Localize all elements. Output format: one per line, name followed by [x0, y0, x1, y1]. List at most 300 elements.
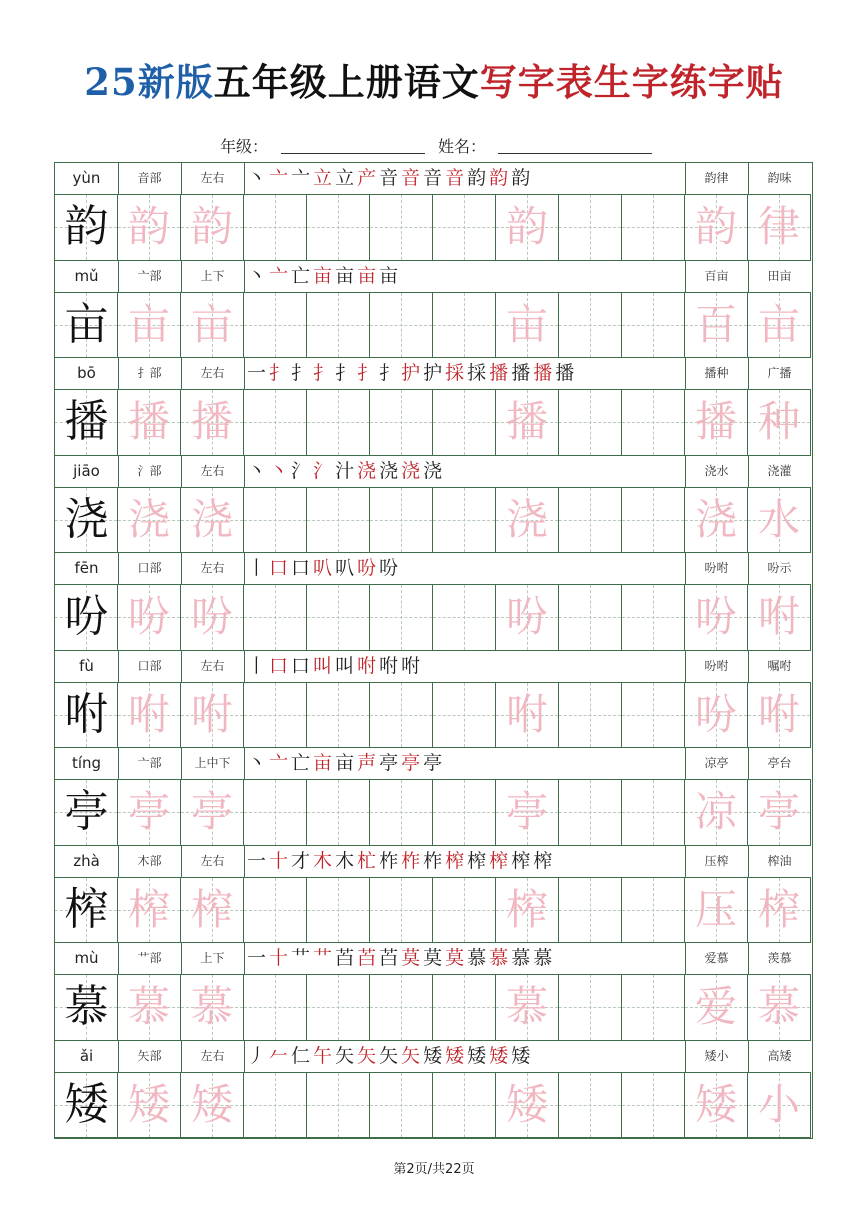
tian-grid-cell[interactable] [307, 878, 370, 943]
tian-grid-cell[interactable] [496, 975, 559, 1040]
stroke-step: 口 [269, 557, 292, 579]
column-divider [748, 846, 749, 877]
tian-grid-cell[interactable] [433, 293, 496, 358]
radical: 艹部 [137, 951, 162, 965]
info-row [55, 846, 811, 878]
stroke-step: 音 [401, 167, 424, 189]
tian-grid-cell[interactable] [748, 1073, 811, 1138]
tian-grid-cell[interactable] [370, 878, 433, 943]
column-divider [244, 1041, 245, 1072]
stroke-step: 丨 [247, 654, 270, 677]
tian-grid-cell[interactable] [559, 878, 622, 943]
tian-grid-cell[interactable] [370, 488, 433, 553]
structure: 左右 [200, 853, 225, 868]
tian-grid-cell[interactable] [244, 975, 307, 1040]
word-2: 韵味 [767, 171, 792, 185]
tian-grid-cell[interactable] [181, 683, 244, 748]
tian-grid-cell[interactable] [307, 585, 370, 650]
stroke-step: 浇 [401, 459, 424, 482]
trace-char: 咐 [190, 689, 233, 739]
stroke-step: 亡 [291, 264, 314, 287]
tian-grid-cell[interactable] [55, 488, 118, 553]
tian-grid-cell[interactable] [559, 683, 622, 748]
stroke-step: 扌 [313, 362, 336, 384]
tian-grid-cell[interactable] [685, 1073, 748, 1138]
word-trace-char: 律 [757, 202, 800, 251]
column-divider [748, 553, 749, 584]
tian-grid-cell[interactable] [433, 585, 496, 650]
page-title [0, 52, 868, 106]
tian-grid-cell[interactable] [307, 1073, 370, 1138]
writing-row [55, 195, 811, 261]
tian-grid-cell[interactable] [433, 195, 496, 260]
word-trace-char: 亩 [757, 299, 800, 349]
writing-row [55, 975, 811, 1041]
tian-grid-cell[interactable] [307, 780, 370, 845]
word-2: 吩示 [767, 561, 792, 575]
page-number: 第2页/共22页 [393, 1162, 475, 1177]
tian-grid-cell[interactable] [181, 488, 244, 553]
stroke-order [247, 261, 685, 292]
stroke-step: 採 [445, 362, 468, 384]
word-trace-char: 亭 [757, 787, 800, 836]
tian-grid-cell[interactable] [496, 878, 559, 943]
word-trace-char: 爱 [694, 982, 737, 1031]
stroke-step: 护 [401, 362, 424, 384]
radical: 亠部 [137, 756, 162, 770]
stroke-step: 矢 [335, 1044, 358, 1067]
tian-grid-cell[interactable] [370, 683, 433, 748]
trace-char: 吩 [505, 592, 548, 641]
radical: 音部 [137, 171, 162, 185]
character-block [55, 943, 811, 1041]
tian-grid-cell[interactable] [307, 683, 370, 748]
trace-char: 吩 [127, 592, 170, 641]
stroke-step: 扌 [291, 362, 314, 384]
stroke-step: 榨 [445, 849, 468, 872]
tian-grid-cell[interactable] [118, 975, 181, 1040]
tian-grid-cell[interactable] [118, 585, 181, 650]
grade-field[interactable] [281, 153, 425, 154]
stroke-step: 矮 [489, 1044, 512, 1067]
stroke-step: 矮 [445, 1044, 468, 1067]
word-2: 广播 [767, 366, 792, 380]
stroke-step: 浇 [357, 459, 380, 482]
stroke-step: 𠂉 [269, 1044, 292, 1067]
stroke-order [247, 846, 685, 877]
column-divider [685, 846, 686, 877]
tian-grid-cell[interactable] [433, 390, 496, 455]
tian-grid-cell[interactable] [55, 390, 118, 455]
tian-grid-cell[interactable] [748, 195, 811, 260]
tian-grid-cell[interactable] [244, 488, 307, 553]
tian-grid-cell[interactable] [496, 585, 559, 650]
tian-grid-cell[interactable] [307, 195, 370, 260]
stroke-step: 矮 [467, 1044, 490, 1067]
column-divider [244, 163, 245, 194]
tian-grid-cell[interactable] [622, 195, 685, 260]
model-char: 慕 [64, 981, 109, 1032]
column-divider [244, 553, 245, 584]
word-trace-char: 水 [757, 494, 800, 544]
stroke-step: 丶 [247, 167, 270, 189]
stroke-step: 矢 [357, 1044, 380, 1067]
structure: 左右 [200, 561, 225, 575]
stroke-step: 榨 [511, 849, 534, 872]
tian-grid-cell[interactable] [685, 683, 748, 748]
tian-grid-cell[interactable] [496, 195, 559, 260]
word-trace-char: 播 [694, 397, 737, 446]
tian-grid-cell[interactable] [55, 878, 118, 943]
stroke-step: 矢 [379, 1044, 402, 1067]
tian-grid-cell[interactable] [748, 293, 811, 358]
stroke-step: 榨 [489, 849, 512, 872]
stroke-step: 亠 [269, 167, 292, 189]
column-divider [118, 748, 119, 779]
model-char: 咐 [64, 688, 109, 740]
column-divider [748, 358, 749, 389]
character-block [55, 748, 811, 846]
character-block [55, 163, 811, 261]
tian-grid-cell[interactable] [307, 975, 370, 1040]
trace-char: 矮 [127, 1079, 170, 1129]
tian-grid-cell[interactable] [244, 195, 307, 260]
tian-grid-cell[interactable] [685, 390, 748, 455]
tian-grid-cell[interactable] [370, 585, 433, 650]
tian-grid-cell[interactable] [55, 975, 118, 1040]
word-trace-char: 浇 [694, 494, 737, 544]
stroke-order [247, 748, 685, 779]
stroke-step: 口 [291, 654, 314, 677]
word-2: 亭台 [767, 756, 792, 770]
stroke-step: 亩 [313, 752, 336, 774]
trace-char: 咐 [127, 689, 170, 739]
trace-char: 榨 [190, 884, 233, 934]
trace-char: 亭 [505, 787, 548, 836]
info-row [55, 943, 811, 975]
tian-grid-cell[interactable] [622, 293, 685, 358]
stroke-step: 亭 [379, 752, 402, 774]
tian-grid-cell[interactable] [118, 780, 181, 845]
trace-char: 榨 [127, 884, 170, 934]
stroke-order [247, 456, 685, 487]
tian-grid-cell[interactable] [622, 1073, 685, 1138]
tian-grid-cell[interactable] [55, 1073, 118, 1138]
word-trace-char: 吩 [694, 592, 737, 641]
tian-grid-cell[interactable] [748, 390, 811, 455]
stroke-step: 一 [247, 947, 270, 969]
word-2: 田亩 [767, 268, 792, 283]
word-1: 爱慕 [704, 951, 729, 965]
trace-char: 播 [127, 397, 170, 446]
tian-grid-cell[interactable] [433, 1073, 496, 1138]
column-divider [118, 163, 119, 194]
tian-grid-cell[interactable] [244, 780, 307, 845]
tian-grid-cell[interactable] [433, 780, 496, 845]
tian-grid-cell[interactable] [181, 975, 244, 1040]
tian-grid-cell[interactable] [370, 293, 433, 358]
tian-grid-cell[interactable] [622, 390, 685, 455]
column-divider [685, 651, 686, 682]
tian-grid-cell[interactable] [55, 293, 118, 358]
column-divider [118, 1041, 119, 1072]
tian-grid-cell[interactable] [118, 293, 181, 358]
tian-grid-cell[interactable] [622, 683, 685, 748]
tian-grid-cell[interactable] [307, 390, 370, 455]
tian-grid-cell[interactable] [496, 488, 559, 553]
stroke-step: 慕 [533, 947, 556, 969]
word-1: 压榨 [704, 853, 729, 868]
word-trace-char: 榨 [757, 884, 800, 934]
tian-grid-cell[interactable] [559, 390, 622, 455]
stroke-step: 浇 [379, 459, 402, 482]
tian-grid-cell[interactable] [748, 585, 811, 650]
writing-row [55, 780, 811, 846]
stroke-order [247, 553, 685, 584]
column-divider [685, 748, 686, 779]
word-trace-char: 百 [694, 299, 737, 349]
tian-grid-cell[interactable] [181, 390, 244, 455]
stroke-step: 咐 [357, 654, 380, 677]
stroke-step: 丨 [247, 557, 270, 579]
tian-grid-cell[interactable] [685, 293, 748, 358]
radical: 木部 [137, 853, 162, 868]
trace-char: 咐 [505, 689, 548, 739]
word-1: 吩咐 [704, 561, 729, 575]
tian-grid-cell[interactable] [496, 780, 559, 845]
column-divider [748, 456, 749, 487]
stroke-step: 矮 [511, 1044, 534, 1067]
writing-row [55, 585, 811, 651]
pinyin: bō [77, 364, 96, 382]
tian-grid-cell[interactable] [370, 975, 433, 1040]
tian-grid-cell[interactable] [181, 878, 244, 943]
column-divider [244, 358, 245, 389]
stroke-step: 咐 [401, 654, 424, 677]
tian-grid-cell[interactable] [181, 780, 244, 845]
stroke-step: 亭 [401, 752, 424, 774]
structure: 上下 [200, 951, 225, 965]
tian-grid-cell[interactable] [559, 585, 622, 650]
tian-grid-cell[interactable] [622, 878, 685, 943]
model-char: 亩 [64, 298, 109, 350]
stroke-step: 叫 [335, 654, 358, 677]
character-block [55, 553, 811, 651]
trace-char: 韵 [505, 202, 548, 251]
stroke-step: 扌 [335, 362, 358, 384]
radical: 口部 [137, 658, 162, 673]
stroke-step: 播 [489, 362, 512, 384]
tian-grid-cell[interactable] [244, 1073, 307, 1138]
word-trace-char: 韵 [694, 202, 737, 251]
tian-grid-cell[interactable] [244, 878, 307, 943]
column-divider [181, 846, 182, 877]
column-divider [748, 163, 749, 194]
stroke-step: 音 [379, 167, 402, 189]
tian-grid-cell[interactable] [244, 683, 307, 748]
tian-grid-cell[interactable] [181, 293, 244, 358]
model-char: 浇 [64, 493, 109, 545]
tian-grid-cell[interactable] [622, 975, 685, 1040]
tian-grid-cell[interactable] [433, 488, 496, 553]
tian-grid-cell[interactable] [181, 1073, 244, 1138]
tian-grid-cell[interactable] [118, 1073, 181, 1138]
tian-grid-cell[interactable] [55, 780, 118, 845]
writing-row [55, 488, 811, 554]
tian-grid-cell[interactable] [622, 585, 685, 650]
trace-char: 慕 [505, 982, 548, 1031]
tian-grid-cell[interactable] [370, 1073, 433, 1138]
tian-grid-cell[interactable] [118, 878, 181, 943]
tian-grid-cell[interactable] [685, 488, 748, 553]
tian-grid-cell[interactable] [244, 390, 307, 455]
tian-grid-cell[interactable] [559, 780, 622, 845]
tian-grid-cell[interactable] [370, 780, 433, 845]
tian-grid-cell[interactable] [685, 585, 748, 650]
stroke-step: 木 [313, 849, 336, 872]
word-1: 凉亭 [704, 756, 729, 770]
tian-grid-cell[interactable] [622, 488, 685, 553]
word-trace-char: 小 [757, 1079, 800, 1129]
stroke-step: 採 [467, 362, 490, 384]
pinyin: mù [74, 949, 99, 967]
stroke-step: 仁 [291, 1044, 314, 1067]
info-row [55, 1041, 811, 1073]
tian-grid-cell[interactable] [496, 1073, 559, 1138]
tian-grid-cell[interactable] [433, 878, 496, 943]
tian-grid-cell[interactable] [55, 683, 118, 748]
tian-grid-cell[interactable] [370, 390, 433, 455]
stroke-step: 杧 [357, 849, 380, 872]
tian-grid-cell[interactable] [433, 975, 496, 1040]
tian-grid-cell[interactable] [244, 585, 307, 650]
word-1: 矮小 [704, 1048, 729, 1063]
tian-grid-cell[interactable] [307, 488, 370, 553]
column-divider [181, 358, 182, 389]
title-part-red: 写字表生字练字贴 [479, 60, 784, 104]
tian-grid-cell[interactable] [118, 195, 181, 260]
trace-char: 亭 [190, 787, 233, 836]
name-field[interactable] [498, 153, 652, 154]
column-divider [118, 261, 119, 292]
tian-grid-cell[interactable] [559, 1073, 622, 1138]
trace-char: 播 [505, 397, 548, 446]
tian-grid-cell[interactable] [244, 293, 307, 358]
info-row [55, 163, 811, 195]
character-block [55, 358, 811, 456]
tian-grid-cell[interactable] [559, 293, 622, 358]
tian-grid-cell[interactable] [685, 878, 748, 943]
pinyin: yùn [72, 169, 101, 187]
trace-char: 亭 [127, 787, 170, 836]
stroke-step: 播 [511, 362, 534, 384]
tian-grid-cell[interactable] [559, 975, 622, 1040]
tian-grid-cell[interactable] [55, 195, 118, 260]
structure: 左右 [200, 171, 225, 185]
tian-grid-cell[interactable] [496, 293, 559, 358]
column-divider [118, 358, 119, 389]
tian-grid-cell[interactable] [559, 195, 622, 260]
tian-grid-cell[interactable] [748, 975, 811, 1040]
column-divider [181, 456, 182, 487]
tian-grid-cell[interactable] [307, 293, 370, 358]
trace-char: 浇 [190, 494, 233, 544]
tian-grid-cell[interactable] [685, 195, 748, 260]
stroke-step: 汁 [335, 459, 358, 482]
tian-grid-cell[interactable] [685, 780, 748, 845]
stroke-order [247, 163, 685, 194]
tian-grid-cell[interactable] [181, 195, 244, 260]
trace-char: 矮 [190, 1079, 233, 1129]
stroke-step: 亩 [335, 264, 358, 287]
stroke-step: 木 [335, 849, 358, 872]
word-2: 高矮 [767, 1048, 792, 1063]
tian-grid-cell[interactable] [370, 195, 433, 260]
stroke-step: 口 [269, 654, 292, 677]
tian-grid-cell[interactable] [685, 975, 748, 1040]
model-char: 榨 [64, 883, 109, 935]
tian-grid-cell[interactable] [181, 585, 244, 650]
column-divider [748, 651, 749, 682]
tian-grid-cell[interactable] [496, 390, 559, 455]
trace-char: 韵 [190, 202, 233, 251]
stroke-step: 艹 [291, 947, 314, 969]
word-2: 羡慕 [767, 951, 792, 965]
trace-char: 榨 [505, 884, 548, 934]
stroke-step: 榨 [533, 849, 556, 872]
stroke-step: 声 [357, 752, 380, 774]
writing-row [55, 390, 811, 456]
writing-row [55, 1073, 811, 1139]
column-divider [118, 846, 119, 877]
column-divider [244, 651, 245, 682]
radical: 扌部 [137, 366, 162, 380]
name-label: 姓名： [438, 137, 487, 156]
tian-grid-cell[interactable] [118, 683, 181, 748]
word-2: 榨油 [767, 853, 792, 868]
trace-char: 亩 [190, 299, 233, 349]
stroke-step: 莫 [445, 947, 468, 969]
tian-grid-cell[interactable] [55, 585, 118, 650]
stroke-step: 亠 [269, 264, 292, 287]
stroke-step: 十 [269, 849, 292, 872]
model-char: 矮 [64, 1078, 109, 1130]
tian-grid-cell[interactable] [748, 780, 811, 845]
grade-label: 年级： [220, 137, 269, 156]
info-row [55, 261, 811, 293]
structure: 左右 [200, 658, 225, 673]
trace-char: 慕 [190, 982, 233, 1031]
stroke-step: 莫 [401, 947, 424, 969]
tian-grid-cell[interactable] [433, 683, 496, 748]
stroke-step: 音 [445, 167, 468, 189]
tian-grid-cell[interactable] [118, 488, 181, 553]
tian-grid-cell[interactable] [748, 878, 811, 943]
character-block [55, 456, 811, 554]
tian-grid-cell[interactable] [559, 488, 622, 553]
model-char: 韵 [64, 201, 109, 252]
tian-grid-cell[interactable] [748, 488, 811, 553]
tian-grid-cell[interactable] [748, 683, 811, 748]
stroke-step: 浇 [423, 459, 446, 482]
tian-grid-cell[interactable] [118, 390, 181, 455]
tian-grid-cell[interactable] [496, 683, 559, 748]
structure: 上中下 [194, 756, 231, 770]
structure: 左右 [200, 463, 225, 478]
column-divider [118, 456, 119, 487]
tian-grid-cell[interactable] [622, 780, 685, 845]
column-divider [685, 358, 686, 389]
